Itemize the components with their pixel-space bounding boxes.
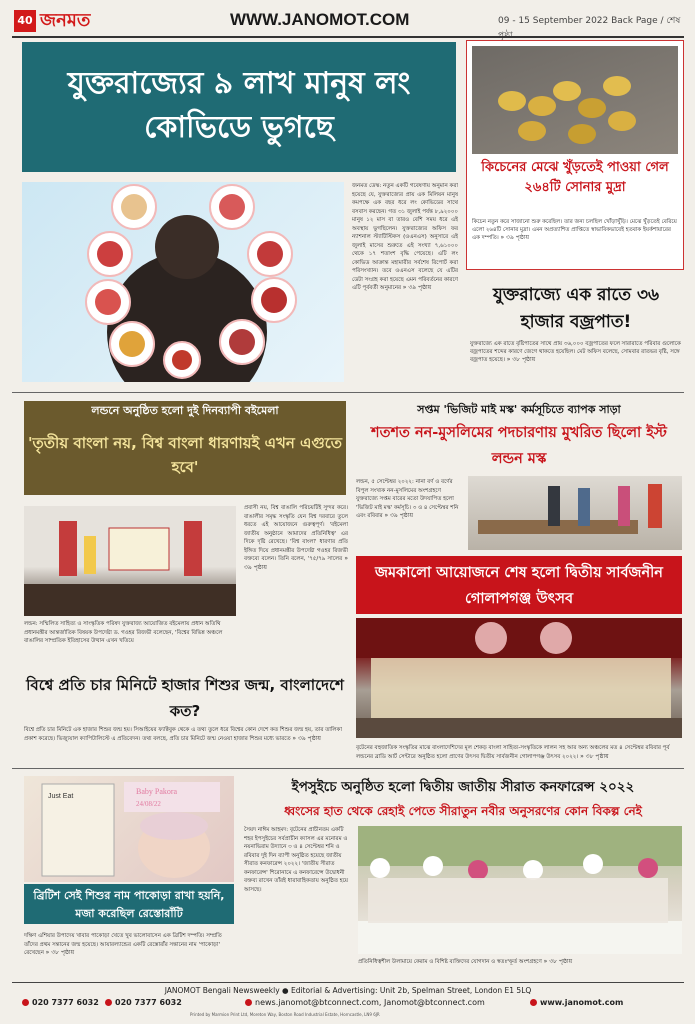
coin-6 [608,111,636,131]
kidney-icon [172,350,192,370]
long-covid-continued: » ৩৯ পৃষ্ঠায় [402,284,432,291]
seerat-svg [358,826,682,954]
headline-golapganj: জমকালো আয়োজনে শেষ হলো দ্বিতীয় সার্বজনীন গোলাপগঞ্জ উৎসব [356,556,682,614]
visitor-1 [548,486,560,526]
trees-backdrop [358,826,682,866]
coin-1 [528,96,556,116]
golapganj-body-text: বৃটেনের বহুজাতিক সংস্কৃতির মাঝে বাংলাদেশিদের মূল শেকড় বাংলা সাহিত্য-সংস্কৃতিকে লালন সহ আর অন্য অঞ্চলের মত ৪ সেপ্টেম্বর রবিবার পূর্ব লন্ডনের ব্রাডি আর্ট সেন্টারে অনুষ্ঠিত হলো প্রাণের উৎসব দ্বিতীয় সার্বজনীন গোলাপগঞ্জ উৎসব ২০২২। [356,745,670,760]
lightning-continued: » ৩৮ পৃষ্ঠায় [506,356,536,363]
footer-address: JANOMOT Bengali Newsweekly ● Editorial & Advertising: Unit 2b, Spelman Street, London E1 5LQ [164,986,532,995]
book-fair-caption: লন্ডন: সম্মিলিত সাহিত্য ও সাংস্কৃতিক পরিষদ যুক্তরাজ্য আয়োজিত বইমেলায় প্রধান অতিথি প্রধানমন্ত্রীর আন্তর্জাতিক বিষয়ক উপদেষ্টা ড. গওহর রিজভী বলেছেন, 'বিশ্বের বিভিন্ন অঞ্চলে বাঙালির সাম্প্রতিক ইতিহাসের উত্থান এখন খতিয়ে [24,621,223,644]
footer-phone-1[interactable] [22,998,99,1007]
banner-right [184,521,202,576]
banner-left [59,521,77,576]
births-body-text: বিশ্বে প্রতি চার মিনিটে এক হাজার শিশুর জন্ম হয়। সিআইয়ের ফ্যাক্টবুক থেকে এ তথ্য তুলে ধরে বিশ্বের কোন দেশে কত শিশুর জন্ম হয়, তার তালিকা প্রকাশ করেছে। ভিজ্যুয়াল ক্যাপিটালিস্টে এ প্রতিবেদন। তথ্য বলছে, প্রতি চার মিনিটে জন্ম নেওয়া হাজার শিশুর মধ্যে ভারতে [24,727,342,742]
seerat-body: সৈয়দ নাঈম আহমদ: বৃটেনের প্রাচীনতম একটি শহর ইপসুইচের সর্বপ্রাচীন ক্যাসল এর মনোরম ও নয়নাভিরাম উদ্যানে ৩ ও ৪ সেপ্টেম্বর শনি ও রবিবার দুই দিন ব্যাপী অনুষ্ঠিত হয়েছে জাতীয় সীরাত কনফারেন্স ২০২২। 'জাতীয় সীরাত কনফারেন্স' শিরোনামে এ কনফারেন্সে উদ্বোধনী বক্তব্য রাখেন তাঁরই ধারাবাহিকতায় অনুষ্ঠিত হয়ে আসছে। [244,827,349,893]
speaker-6 [638,858,658,878]
baby-hat [140,812,208,840]
pakora-svg [24,776,234,882]
section-rule-2 [12,768,684,769]
audience-row [24,584,236,616]
speakers-row [368,878,668,923]
mosque-body [356,478,462,550]
speaker-1 [370,858,390,878]
stage-backdrop [356,618,682,658]
golapganj-photo [356,618,682,738]
speaker-4 [523,860,543,880]
golapganj-continued: » ৩৮ পৃষ্ঠায় [580,752,609,760]
headline-births: বিশ্বে প্রতি চার মিনিটে হাজার শিশুর জন্ম, বাংলাদেশে কত? [26,676,344,720]
visitor-2 [578,488,590,526]
heart-icon [261,287,287,313]
long-covid-body-text: জনমত ডেস্ক: নতুন একটি গবেষণায় অনুমান করা হয়েছে যে, যুক্তরাজ্যের প্রায় এক মিলিয়ন মানুষ কমপক্ষে এক বছর ধরে লং কোভিডের সাথে বসবাস করছেন। গত ৩১ জুলাই পর্যন্ত ৮,৯২০০০ মানুষ ১২ মাস বা তারও বেশি সময় ধরে এই অবস্থায় ভুগছিলেন। যুক্তরাজ্যের অফিস ফর ন্যাশনাল স্ট্যাটিস্টিকস (ওএনএস) অনুসারে এই জুলাই মাসের শুরুতে এই সংখ্যা ৭,৬১০০০ থেকে ১৭ শতাংশ বৃদ্ধি পেয়েছে। এটি লং কোভিড আক্রান্ত মহামারীর সর্বশেষ রিপোর্ট করা পরিসংখ্যান। তবে ওএনএস বলেছে যে এটির ডেটা সংগ্রহ করা হয়েছে এমন পরিবর্তনের কারণে এটি পূর্ববর্তী অনুমানের [352,183,458,291]
gold-coins-body [472,218,678,252]
book-fair-kicker: লন্ডনে অনুষ্ঠিত হলো দুই দিনব্যাপী বইমেলা [24,401,346,421]
gold-coins-continued: » ৩৯ পৃষ্ঠায় [500,234,530,241]
births-continued: » ৩৯ পৃষ্ঠায় [292,734,321,742]
coins-svg [472,46,678,154]
phone-icon [22,999,29,1006]
headline-gold-coins: কিচেনের মেঝে খুঁড়তেই পাওয়া গেল ২৬৪টি সোনার মুদ্রা [481,160,669,195]
dateline: 09 - 15 September 2022 Back Page / শেষ [498,16,681,26]
gold-coins-body-text: কিচেন নতুন করে সাজানো শুরু করেছিল। তার জন্য চলছিল খোঁড়াখুঁড়ি। মেঝে খুঁড়তেই বেরিয়ে এলো ২৬৪টি সোনার মুদ্রা। এমন অপ্রত্যাশিত প্রাপ্তিতে স্বাভাবিকভাবেই হতবাক ইয়র্কশায়ারের এক দম্পতি। [472,219,677,241]
section-rule [12,392,684,393]
headline-book-fair: 'তৃতীয় বাংলা নয়, বিশ্ব বাংলা ধারণায়ই এখন এগুতে হবে' [24,421,346,495]
speaker-5 [583,854,603,874]
golapganj-svg [356,618,682,738]
coin-2 [553,81,581,101]
footer-printer: Printed by Marmion Print Ltd, Moreton Way, Boston Road Industrial Estate, Horncastle, LN9 6JR [190,1012,380,1017]
headline-mosque: শতশত নন-মুসলিমের পদচারণায় মুখরিত ছিলো ইস্ট লন্ডন মস্ক [371,425,667,467]
headline-seerat: ইপসুইচে অনুষ্ঠিত হলো দ্বিতীয় জাতীয় সীরাত কনফারেন্স ২০২২ [291,779,635,795]
lungs-icon [257,241,283,267]
book-fair-body [244,504,348,664]
headline-pakora: ব্রিটিশ সেই শিশুর নাম পাকোড়া রাখা হয়নি, মজা করেছিল রেস্তোরাঁটি [24,884,234,924]
seerat-caption-text: প্রতিনিধিত্বশীল উলামায়ে কেরাম ও বিশিষ্ট ব্যক্তিদের যোগদান ও স্বতঃস্ফূর্ত অংশগ্রহণে [358,959,542,965]
speaker-3 [468,860,488,880]
organ-icon-7 [97,241,123,267]
footer-phone-2[interactable] [105,998,182,1007]
coin-7 [568,124,596,144]
brain-icon [219,194,245,220]
email-icon [245,999,252,1006]
coin-8 [498,91,526,111]
footer-web-text: www.janomot.com [540,998,624,1007]
pakora-body-text: দক্ষিণ এশিয়ার উপাদেয় খাবার পাকোড়া খেতে খুব ভালোবাসেন এক ব্রিটিশ দম্পতি। সম্প্রতি তাঁদের প্রথম সন্তানের জন্ম হয়েছে। আয়ারল্যান্ডের একটি রেস্তোরাঁর সন্তানের নাম 'পাকোড়া' রেখেছেন [24,933,222,956]
footer-phone-1-text: 020 7377 6032 [32,998,99,1007]
baby-note-line-1: Baby Pakora [136,787,178,796]
vessels-icon [229,329,255,355]
pakora-photo [24,776,234,882]
group-of-people [371,658,671,723]
stage-medallion-1 [475,622,507,654]
organ-icon-1 [121,194,147,220]
stomach-icon [95,289,121,315]
lightning-body-text: যুক্তরাজ্যে এক রাতে বৃষ্টিপাতের সাথে প্রায় ৩৬,০০০ বজ্রপাতের ফলে সারারাতে পরিবার গুলোকে বজ্রপাতের শব্দের কারণে জেগে থাকতে হয়েছিল। মেট অফিস বলেছে, সোমবার রাতভর বৃষ্টি, সঙ্গে বজ্রপাত হয়েছে। [470,341,681,363]
golapganj-body [356,744,682,768]
intestine-icon [119,331,145,357]
mosque-svg [468,476,682,550]
book-fair-photo [24,506,236,616]
pakora-body [24,932,234,976]
book-prop [109,528,169,570]
conference-table [358,921,682,954]
lightning-body [470,340,682,384]
book-fair-svg [24,506,236,616]
long-covid-illustration [22,182,344,382]
footer-phone-2-text: 020 7377 6032 [115,998,182,1007]
stage-medallion-2 [540,622,572,654]
header-rule [12,36,684,38]
decor-yellow [84,536,96,574]
masthead-logo: জনমত [40,10,91,31]
visitor-4 [648,484,662,528]
mosque-kicker: সপ্তম 'ভিজিট মাই মস্ক' কর্মসূচিতে ব্যাপক সাড়া [417,403,621,416]
long-covid-body [352,182,458,387]
headline-long-covid: যুক্তরাজ্যের ৯ লাখ মানুষ লং কোভিডে ভুগছে [22,42,456,172]
receipt-brand: Just Eat [48,793,74,800]
person-head [155,215,219,279]
births-body [24,726,346,756]
mosque-continued: » ৩৯ পৃষ্ঠায় [384,512,413,519]
headline-lightning: যুক্তরাজ্যে এক রাতে ৩৬ হাজার বজ্রপাত! [492,285,660,332]
mosque-body-text: লন্ডন, ৫ সেপ্টেম্বর ২০২২: নানা বর্ণ ও বর্ণের বিপুল সংখ্যক নন-মুসলিমের অংশগ্রহণে যুক্তরাজ্যে সপ্তম বারের মতো উদযাপিত হলো 'ভিজিট মাই মস্ক' কর্মসূচি। ৩ ও ৪ সেপ্টেম্বর শনি এবং রবিবার [356,479,459,519]
seerat-caption [358,958,682,978]
gold-coins-photo [472,46,678,154]
fax-icon [105,999,112,1006]
book-fair-body-text: প্রবাসী নয়, বিশ্ব বাঙালি পরিচয়টিই সুন্দর করে। বাঙালীর সমৃদ্ধ সংস্কৃতি যেন বিশ্ব দরবারে তুলে ধরতে এই আয়োজনে গুরুত্বপূর্ণ। 'বইমেলা জাতীয় অনুষ্ঠানে আমাদের প্রতিনিধিত্ব' এর দিকে দৃষ্টি রেখেছে। 'বিশ্ব বাংলা' ধারণার প্রতি ইঙ্গিত দিয়ে প্রধানমন্ত্রীর উপদেষ্টা গওহর রিজভী বক্তব্যে বলেন। তিনি বলেন, '৭৫/৭৯ সালের [244,505,348,562]
seerat-photo [358,826,682,954]
book-fair-continued: » ৩৯ পৃষ্ঠায় [244,555,348,571]
baby-note-line-2: 24/08/22 [136,800,161,808]
footer-emails-text: news.janomot@btconnect.com, Janomot@btconnect.com [255,998,485,1007]
globe-icon [530,999,537,1006]
footer-emails[interactable] [245,998,485,1007]
speaker-2 [423,856,443,876]
website-url[interactable]: WWW.JANOMOT.COM [230,10,410,29]
pakora-continued: » ৩৮ পৃষ্ঠায় [45,949,75,956]
mosque-photo [468,476,682,550]
footer-rule [12,982,684,983]
stage-floor [356,718,682,738]
coin-4 [603,76,631,96]
page-number: 40 [14,10,36,32]
coin-3 [578,98,606,118]
seerat-continued: » ৩৮ পৃষ্ঠায় [543,958,573,965]
visitor-3 [618,486,630,526]
coin-5 [518,121,546,141]
subheadline-seerat: ধ্বংসের হাত থেকে রেহাই পেতে সীরাতুন নবীর অনুসরণের কোন বিকল্প নেই [284,804,642,818]
footer-web[interactable] [530,998,623,1007]
organ-illustration-svg [22,182,344,382]
